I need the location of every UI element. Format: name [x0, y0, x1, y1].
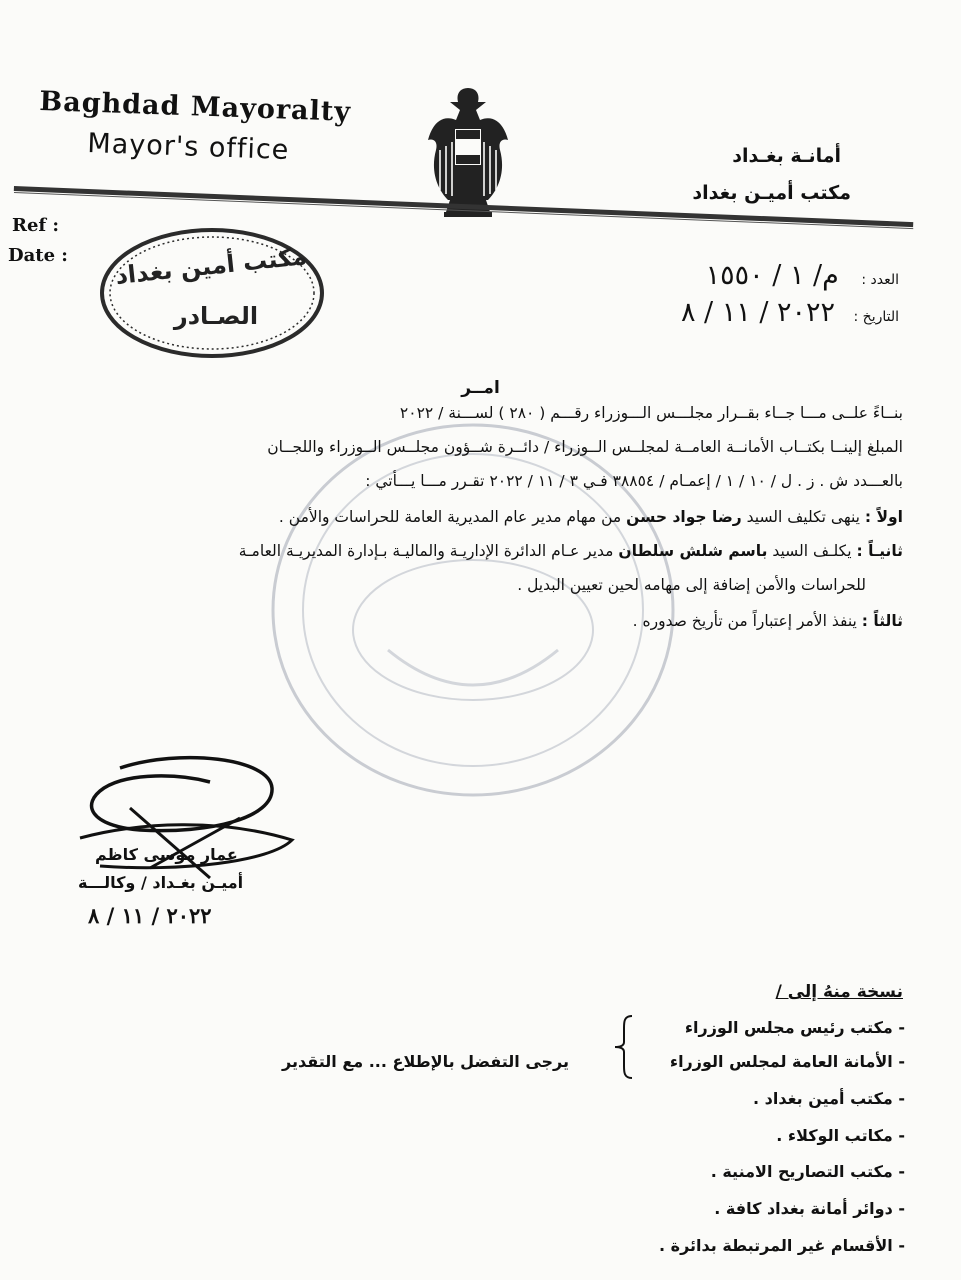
- order-title: امــر: [461, 378, 500, 398]
- copy-item: - مكتب أمين بغداد .: [753, 1089, 905, 1108]
- number-label: العدد :: [861, 272, 899, 288]
- item-2-label: ثانيـاً :: [856, 542, 903, 560]
- order-line-3: بالعـــدد ش . ز . ل / ١٠ / ١ / إعمـام / ٣٨٨٥٤ فـي ٣ / ١١ / ٢٠٢٢ تقـرر مـــا يـــأتي :: [365, 472, 903, 490]
- office-oval-stamp: [98, 226, 326, 361]
- item-2-text: يكلـف السيد: [772, 542, 852, 560]
- number-value: م/ ١ / ١٥٥٠: [705, 260, 839, 291]
- handwritten-signature: [60, 748, 300, 888]
- document-number-row: [706, 260, 899, 291]
- date-label: Date :: [8, 245, 68, 266]
- signatory-name: عمار موسى كاظم: [95, 845, 238, 864]
- copy-item: - مكتب التصاريح الامنية .: [710, 1162, 905, 1181]
- english-org-title: Baghdad Mayoralty: [38, 86, 352, 128]
- iraq-eagle-emblem-icon: [420, 80, 516, 220]
- stamp-top-text: مكتب أمين بغداد: [114, 242, 309, 291]
- date-ar-label: التاريخ :: [853, 309, 899, 325]
- order-item-1: [43, 508, 903, 526]
- document-date-row: [681, 297, 899, 328]
- copies-title: نسخة منهُ إلى /: [775, 982, 903, 1002]
- english-office-subtitle: Mayor's office: [86, 128, 290, 167]
- item-3-text: ينفذ الأمر إعتباراً من تأريخ صدوره .: [632, 612, 857, 630]
- copy-item: - الأقسام غير المرتبطة بدائرة .: [658, 1236, 905, 1255]
- arabic-org-title: أمانـة بغـداد: [732, 145, 841, 167]
- signature-date: ٢٠٢٢ / ١١ / ٨: [88, 903, 212, 928]
- item-2-name: باسم شلش سلطان: [618, 542, 768, 560]
- order-item-2-continuation: للحراسات والأمن إضافة إلى مهامه لحين تعيين البديل .: [517, 576, 866, 594]
- order-line-2: المبلغ إلينــا بكتــاب الأمانــة العامــة لمجلــس الــوزراء / دائــرة شــؤون مجلــس الــوزراء واللجــان: [267, 438, 903, 456]
- grouping-brace: [612, 1014, 636, 1080]
- copy-item: - مكتب رئيس مجلس الوزراء: [684, 1018, 905, 1037]
- arabic-office-subtitle: مكتب أميـن بغداد: [692, 182, 851, 204]
- copy-item: - الأمانة العامة لمجلس الوزراء: [669, 1052, 905, 1071]
- item-2-rest: مدير عـام الدائرة الإداريـة والماليـة بـإدارة المديريـة العامـة: [238, 542, 614, 560]
- signatory-role: أميـن بغـداد / وكالـــة: [78, 873, 244, 892]
- item-1-text: ينهى تكليف السيد: [746, 508, 860, 526]
- date-value: ٢٠٢٢ / ١١ / ٨: [680, 297, 836, 328]
- copy-item: - مكاتب الوكلاء .: [776, 1126, 905, 1145]
- item-1-rest: من مهام مدير عام المديرية العامة للحراسات والأمن .: [278, 508, 622, 526]
- copy-item: - دوائر أمانة بغداد كافة .: [714, 1199, 905, 1218]
- order-line-1: بنــاءً علــى مـــا جــاء بقــرار مجلـــس الـــوزراء رقـــم ( ٢٨٠ ) لســـنة / ٢٠٢٢: [399, 404, 903, 422]
- item-1-name: رضا جواد حسن: [626, 508, 742, 526]
- item-1-label: اولاً :: [864, 508, 903, 526]
- order-item-3: [633, 612, 903, 630]
- stamp-bottom-text: الصـادر: [173, 302, 259, 330]
- order-item-2: [43, 542, 903, 560]
- item-3-label: ثالثاً :: [861, 612, 903, 630]
- ref-label: Ref :: [12, 215, 60, 236]
- brace-note: يرجى التفضل بالإطلاع ... مع التقدير: [282, 1052, 570, 1071]
